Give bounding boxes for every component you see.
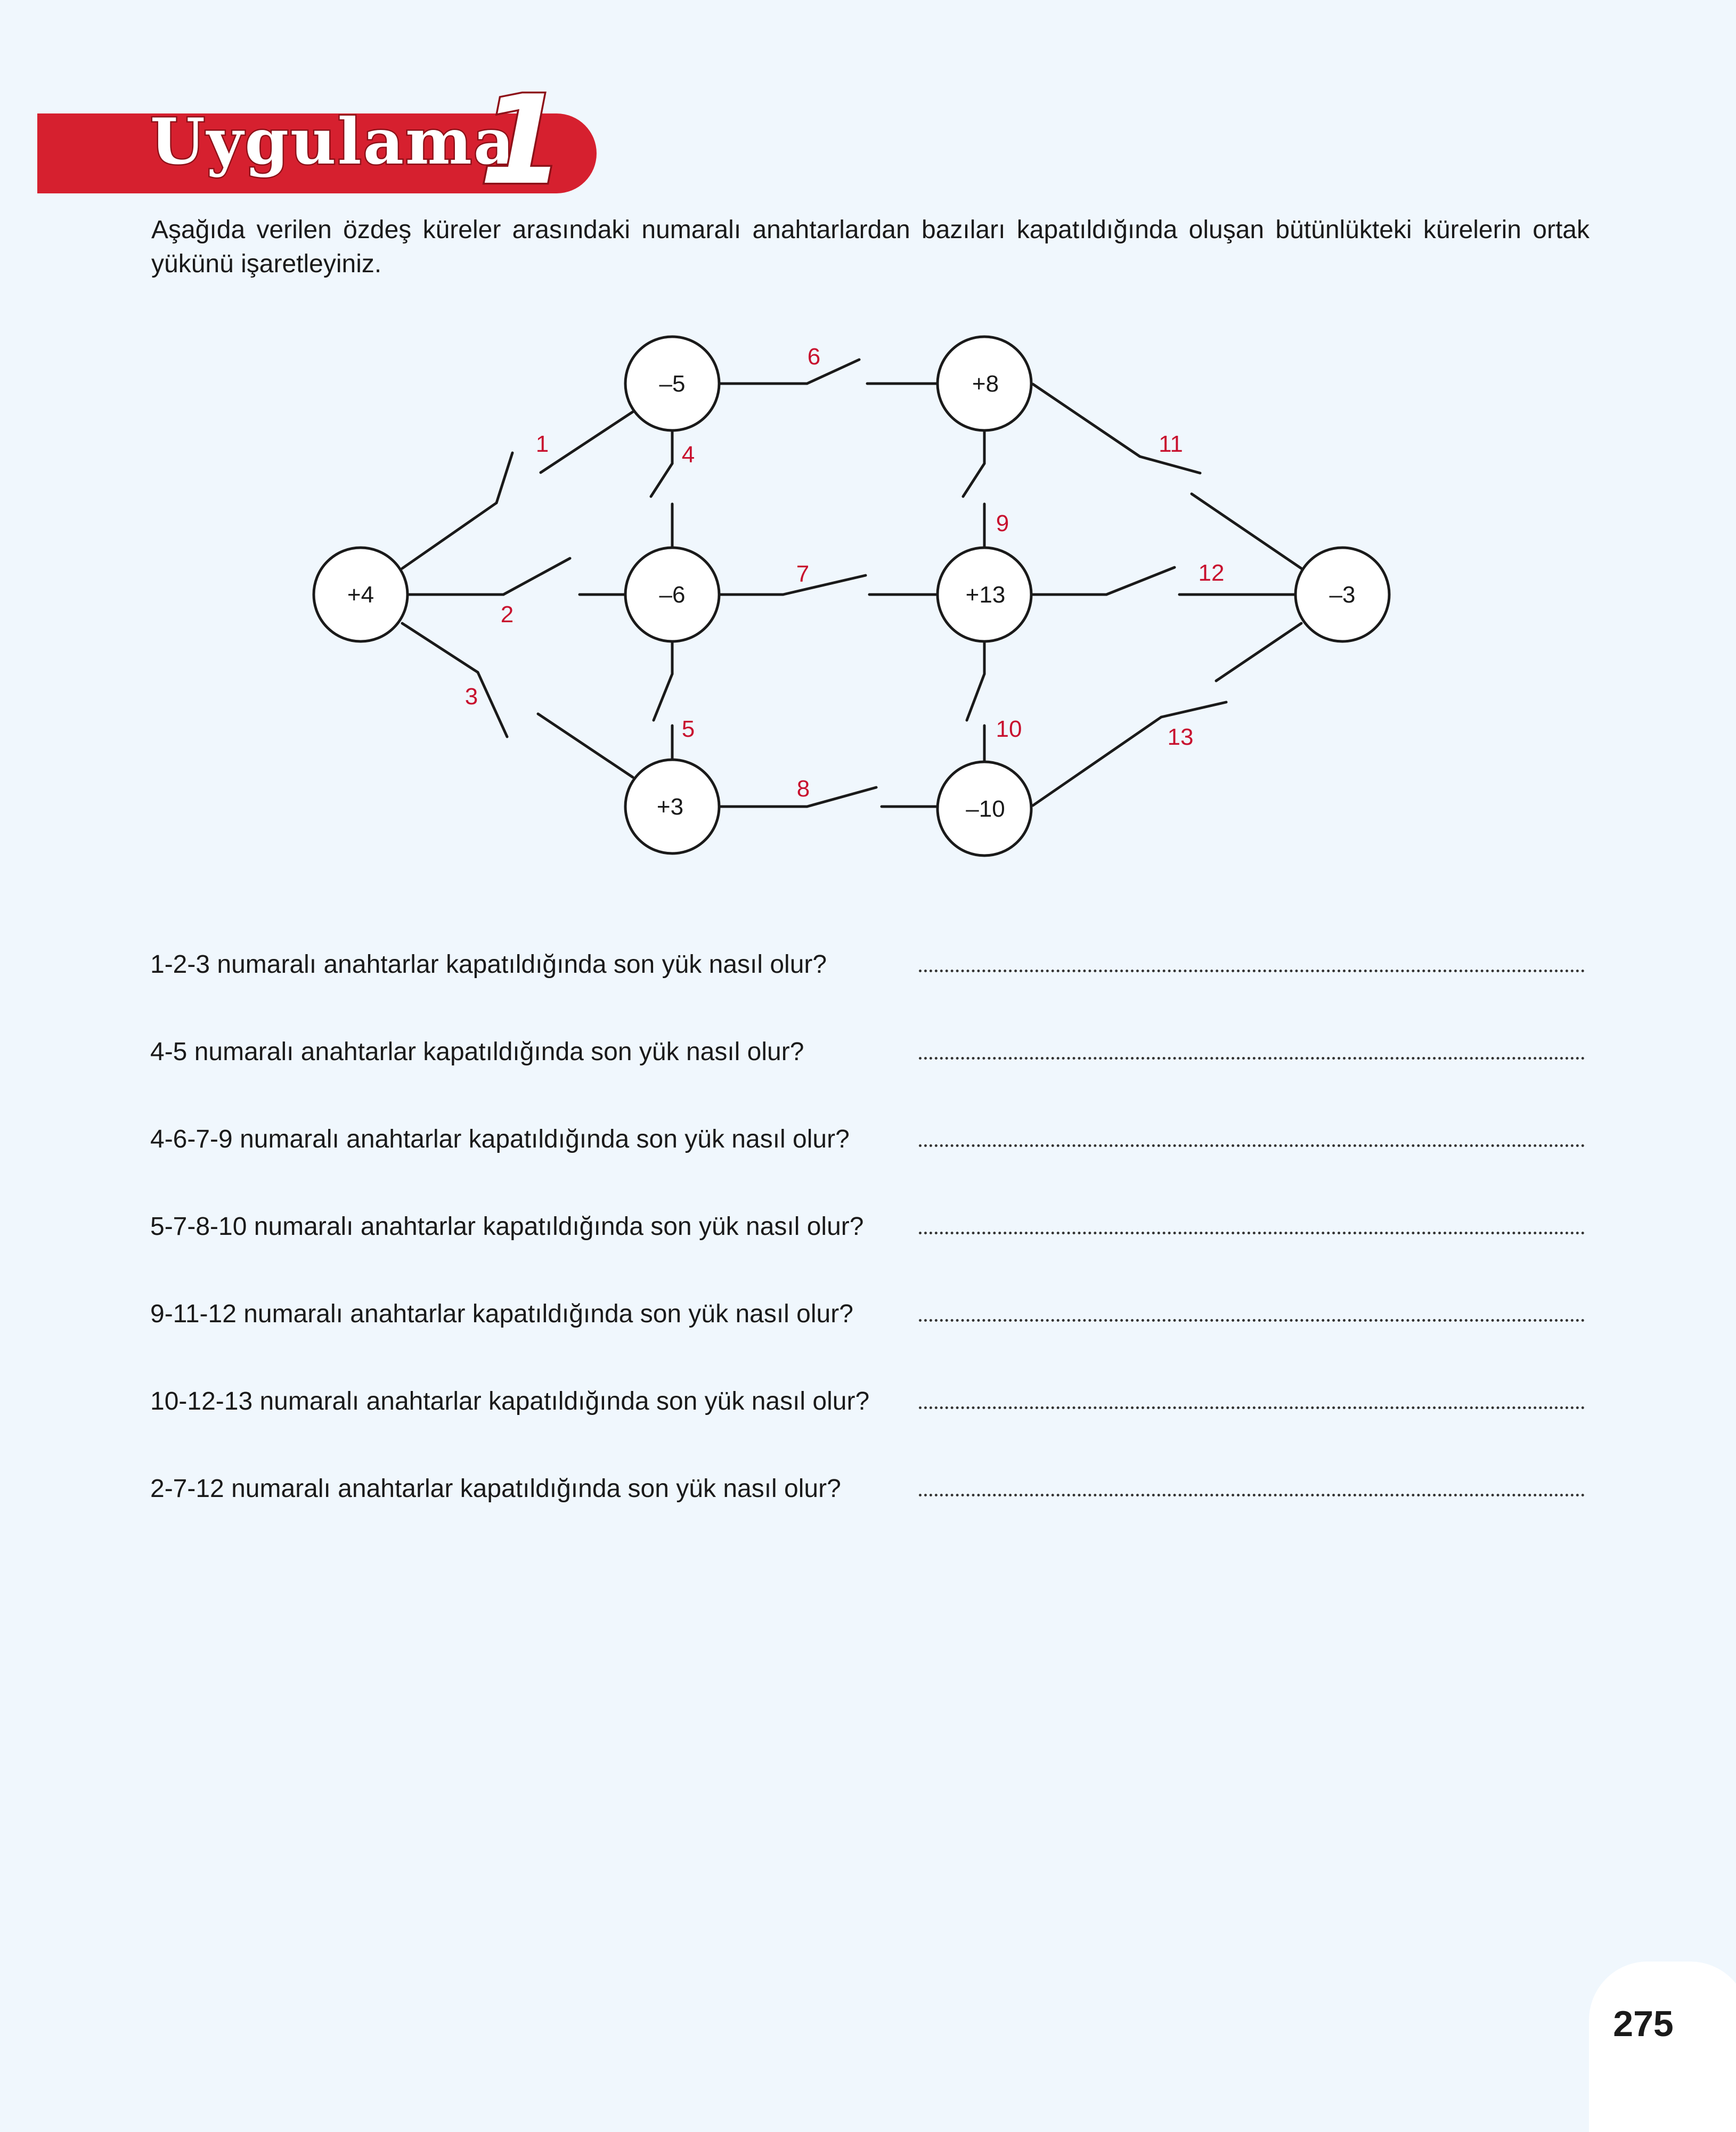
sphere-g-charge: –10	[966, 796, 1005, 822]
sphere-d-charge: +3	[656, 794, 684, 820]
switch-7-label: 7	[796, 561, 810, 587]
question-row	[150, 946, 1588, 983]
answer-line[interactable]	[919, 1232, 1585, 1234]
switch-11-lever	[1140, 457, 1200, 473]
switch-10-lever	[967, 674, 984, 720]
switch-8-label: 8	[796, 776, 810, 802]
switch-2-lever	[503, 558, 570, 595]
switch-13-lever	[1161, 702, 1226, 717]
question-text: 1-2-3 numaralı anahtarlar kapatıldığında son yük nasıl olur?	[150, 950, 827, 979]
switch-10-label: 10	[996, 716, 1022, 742]
switch-9-label: 9	[996, 510, 1009, 536]
switch-12-lever	[1106, 567, 1175, 595]
sphere-c-charge: –6	[659, 582, 686, 608]
switch-3-label: 3	[464, 683, 478, 710]
sphere-h-charge: –3	[1329, 582, 1356, 608]
question-text: 9-11-12 numaralı anahtarlar kapatıldığında son yük nasıl olur?	[150, 1300, 853, 1328]
question-row	[150, 1208, 1588, 1246]
switch-13-wire	[1216, 623, 1301, 681]
switch-3-wire	[538, 714, 633, 777]
question-row	[150, 1034, 1588, 1071]
header-title: Uygulama	[150, 104, 516, 178]
switch-3-wire	[402, 623, 478, 672]
answer-line[interactable]	[919, 970, 1585, 972]
question-text: 10-12-13 numaralı anahtarlar kapatıldığında son yük nasıl olur?	[150, 1387, 870, 1415]
sphere-e-charge: +8	[972, 371, 999, 397]
instruction-text: Aşağıda verilen özdeş küreler arasındaki numaralı anahtarlardan bazıları kapatıldığında oluşan bütünlükteki kürelerin ortak yükünü işaretleyiniz.	[151, 216, 1590, 278]
switch-9-lever	[963, 463, 984, 497]
switch-11-wire	[1033, 384, 1140, 457]
switch-3-lever	[478, 672, 507, 737]
question-row	[150, 1470, 1588, 1508]
sphere-f-charge: +13	[965, 582, 1006, 608]
answer-line[interactable]	[919, 1144, 1585, 1147]
switch-1-wire	[541, 412, 633, 473]
switch-5-label: 5	[681, 716, 695, 742]
switch-13-label: 13	[1167, 724, 1194, 750]
sphere-b-charge: –5	[659, 371, 686, 397]
answer-line[interactable]	[919, 1406, 1585, 1409]
question-text: 5-7-8-10 numaralı anahtarlar kapatıldığında son yük nasıl olur?	[150, 1213, 864, 1241]
question-row	[150, 1296, 1588, 1333]
switch-11-wire	[1192, 494, 1301, 568]
switch-7-lever	[783, 575, 866, 595]
question-row	[150, 1383, 1588, 1420]
switch-4-lever	[651, 463, 672, 497]
switch-2-label: 2	[500, 601, 514, 628]
answer-line[interactable]	[919, 1494, 1585, 1496]
switch-1-wire	[402, 503, 496, 568]
answer-line[interactable]	[919, 1057, 1585, 1060]
switch-11-label: 11	[1159, 431, 1183, 457]
question-text: 2-7-12 numaralı anahtarlar kapatıldığında son yük nasıl olur?	[150, 1475, 841, 1503]
switch-6-label: 6	[807, 344, 821, 370]
switch-8-lever	[807, 787, 876, 807]
question-text: 4-5 numaralı anahtarlar kapatıldığında son yük nasıl olur?	[150, 1038, 804, 1066]
switch-1-lever	[496, 453, 512, 503]
question-text: 4-6-7-9 numaralı anahtarlar kapatıldığında son yük nasıl olur?	[150, 1125, 850, 1153]
switch-13-wire	[1033, 717, 1161, 805]
sphere-a-charge: +4	[347, 582, 374, 608]
page-number: 275	[1613, 2004, 1674, 2044]
question-row	[150, 1121, 1588, 1158]
switch-12-label: 12	[1198, 560, 1225, 586]
switch-1-label: 1	[535, 431, 549, 457]
page-number-tab	[1589, 1962, 1736, 2132]
answer-line[interactable]	[919, 1319, 1585, 1322]
switch-5-lever	[654, 674, 672, 720]
header-number: 1	[479, 70, 565, 212]
switch-4-label: 4	[681, 442, 695, 468]
